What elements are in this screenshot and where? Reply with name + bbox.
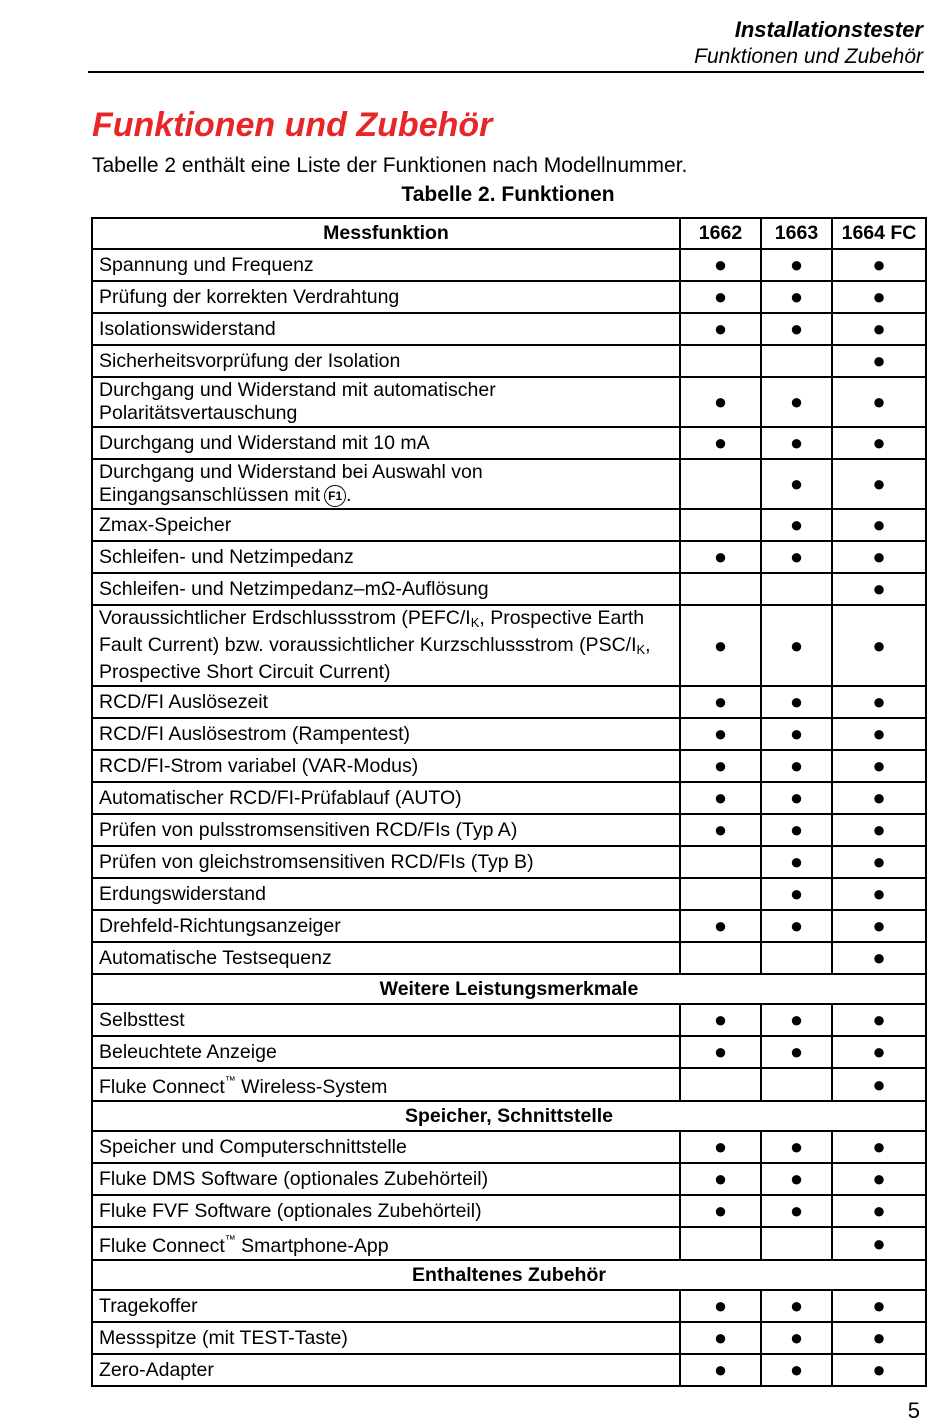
feature-label: Wireless-System	[235, 1076, 388, 1098]
empty-cell	[680, 878, 761, 910]
empty-cell	[680, 942, 761, 974]
feature-available-dot: ●	[761, 750, 832, 782]
feature-name	[92, 750, 680, 782]
trademark-symbol: ™	[224, 1234, 236, 1246]
empty-cell	[761, 942, 832, 974]
feature-available-dot: ●	[761, 377, 832, 427]
feature-available-dot: ●	[680, 718, 761, 750]
table-row	[92, 1195, 926, 1227]
trademark-symbol: ™	[224, 1075, 236, 1087]
feature-available-dot: ●	[680, 814, 761, 846]
table-group-row	[92, 1101, 926, 1131]
table-row	[92, 427, 926, 459]
feature-available-dot: ●	[832, 1290, 926, 1322]
feature-label: Voraussichtlicher Erdschlussstrom (PEFC/I	[99, 607, 471, 629]
feature-available-dot: ●	[680, 249, 761, 281]
feature-available-dot: ●	[832, 573, 926, 605]
feature-available-dot: ●	[832, 686, 926, 718]
table-row	[92, 1354, 926, 1386]
table-body	[92, 249, 926, 1386]
feature-available-dot: ●	[832, 1004, 926, 1036]
feature-available-dot: ●	[832, 281, 926, 313]
feature-label: Selbsttest	[99, 1008, 185, 1031]
table-row	[92, 459, 926, 509]
feature-available-dot: ●	[832, 942, 926, 974]
feature-available-dot: ●	[761, 1131, 832, 1163]
column-header: Messfunktion	[92, 218, 680, 249]
header-rule	[88, 71, 924, 73]
feature-name	[92, 942, 680, 974]
table-row	[92, 814, 926, 846]
running-header-subtitle: Funktionen und Zubehör	[694, 45, 923, 68]
feature-label: Schleifen- und Netzimpedanz–mΩ-Auflösung	[99, 577, 489, 600]
feature-label: Fluke DMS Software (optionales Zubehörteil)	[99, 1167, 489, 1190]
feature-label: Tragekoffer	[99, 1294, 198, 1317]
feature-available-dot: ●	[761, 1004, 832, 1036]
feature-available-dot: ●	[832, 249, 926, 281]
feature-available-dot: ●	[832, 1036, 926, 1068]
empty-cell	[680, 846, 761, 878]
table-row	[92, 1227, 926, 1260]
feature-name	[92, 1354, 680, 1386]
feature-label: Sicherheitsvorprüfung der Isolation	[99, 349, 401, 372]
feature-available-dot: ●	[680, 910, 761, 942]
feature-label: Isolationswiderstand	[99, 317, 276, 340]
feature-available-dot: ●	[761, 281, 832, 313]
table-group-row	[92, 974, 926, 1004]
feature-available-dot: ●	[761, 1163, 832, 1195]
table-group-row	[92, 1260, 926, 1290]
feature-available-dot: ●	[761, 509, 832, 541]
feature-name	[92, 846, 680, 878]
table-row	[92, 1290, 926, 1322]
feature-label: Durchgang und Widerstand bei Auswahl von Eingangsanschlüssen mit	[99, 461, 483, 506]
feature-available-dot: ●	[680, 1036, 761, 1068]
feature-available-dot: ●	[680, 281, 761, 313]
feature-name	[92, 377, 680, 427]
feature-label: RCD/FI Auslösezeit	[99, 690, 269, 713]
feature-label: Speicher und Computerschnittstelle	[99, 1135, 407, 1158]
feature-available-dot: ●	[761, 878, 832, 910]
group-heading: Enthaltenes Zubehör	[92, 1260, 926, 1290]
feature-name	[92, 605, 680, 686]
feature-available-dot: ●	[832, 1227, 926, 1260]
empty-cell	[761, 1068, 832, 1101]
feature-name	[92, 814, 680, 846]
f1-key-icon: F1	[324, 485, 346, 507]
table-row	[92, 910, 926, 942]
feature-available-dot: ●	[832, 313, 926, 345]
feature-label: , Prospective Short Circuit Current)	[99, 634, 651, 683]
feature-available-dot: ●	[761, 605, 832, 686]
feature-label: Drehfeld-Richtungsanzeiger	[99, 914, 341, 937]
feature-label: , Prospective Earth Fault Current) bzw. voraussichtlicher Kurzschlussstrom (PSC/I	[99, 607, 645, 656]
empty-cell	[680, 1227, 761, 1260]
feature-label: Zero-Adapter	[99, 1358, 214, 1381]
feature-label: Automatische Testsequenz	[99, 946, 332, 969]
feature-available-dot: ●	[832, 750, 926, 782]
feature-available-dot: ●	[832, 1354, 926, 1386]
feature-available-dot: ●	[761, 459, 832, 509]
feature-available-dot: ●	[680, 1322, 761, 1354]
table-row	[92, 1004, 926, 1036]
table-row	[92, 1131, 926, 1163]
feature-available-dot: ●	[680, 1290, 761, 1322]
feature-label: Prüfen von pulsstromsensitiven RCD/FIs (Typ A)	[99, 818, 518, 841]
feature-label: RCD/FI-Strom variabel (VAR-Modus)	[99, 754, 419, 777]
feature-available-dot: ●	[761, 249, 832, 281]
feature-available-dot: ●	[832, 718, 926, 750]
table-row	[92, 718, 926, 750]
feature-available-dot: ●	[680, 1354, 761, 1386]
subscript: K	[636, 642, 646, 657]
feature-name	[92, 459, 680, 509]
feature-available-dot: ●	[680, 1195, 761, 1227]
feature-available-dot: ●	[761, 427, 832, 459]
feature-available-dot: ●	[832, 345, 926, 377]
table-row	[92, 878, 926, 910]
table-row	[92, 509, 926, 541]
feature-available-dot: ●	[680, 541, 761, 573]
feature-available-dot: ●	[832, 427, 926, 459]
feature-name	[92, 1227, 680, 1260]
feature-name	[92, 686, 680, 718]
feature-label: Schleifen- und Netzimpedanz	[99, 545, 354, 568]
table-row	[92, 313, 926, 345]
column-header: 1662	[680, 218, 761, 249]
feature-label: Fluke Connect	[99, 1235, 225, 1257]
feature-label: Fluke FVF Software (optionales Zubehörteil)	[99, 1199, 482, 1222]
table-row	[92, 541, 926, 573]
table-row	[92, 377, 926, 427]
table-row	[92, 686, 926, 718]
feature-available-dot: ●	[761, 541, 832, 573]
feature-name	[92, 427, 680, 459]
table-row	[92, 750, 926, 782]
feature-available-dot: ●	[832, 878, 926, 910]
group-heading: Weitere Leistungsmerkmale	[92, 974, 926, 1004]
column-header: 1664 FC	[832, 218, 926, 249]
empty-cell	[680, 1068, 761, 1101]
feature-label: Smartphone-App	[235, 1235, 389, 1257]
feature-name	[92, 878, 680, 910]
feature-name	[92, 281, 680, 313]
feature-label: Prüfen von gleichstromsensitiven RCD/FIs (Typ B)	[99, 850, 534, 873]
section-title: Funktionen und Zubehör	[92, 106, 493, 144]
feature-available-dot: ●	[680, 313, 761, 345]
feature-available-dot: ●	[680, 782, 761, 814]
feature-label: Erdungswiderstand	[99, 882, 266, 905]
feature-label: Beleuchtete Anzeige	[99, 1040, 277, 1063]
table-row	[92, 1163, 926, 1195]
features-table	[91, 217, 927, 1387]
intro-text: Tabelle 2 enthält eine Liste der Funktionen nach Modellnummer.	[92, 154, 688, 177]
feature-name	[92, 509, 680, 541]
feature-name	[92, 345, 680, 377]
feature-name	[92, 1322, 680, 1354]
table-row	[92, 249, 926, 281]
feature-available-dot: ●	[832, 1163, 926, 1195]
table-row	[92, 281, 926, 313]
feature-available-dot: ●	[680, 1163, 761, 1195]
feature-available-dot: ●	[680, 1004, 761, 1036]
feature-label: Durchgang und Widerstand mit 10 mA	[99, 431, 430, 454]
feature-name	[92, 1131, 680, 1163]
feature-available-dot: ●	[761, 686, 832, 718]
feature-available-dot: ●	[761, 910, 832, 942]
feature-name	[92, 1290, 680, 1322]
feature-available-dot: ●	[761, 718, 832, 750]
empty-cell	[680, 459, 761, 509]
feature-available-dot: ●	[832, 1131, 926, 1163]
table-row	[92, 942, 926, 974]
feature-available-dot: ●	[761, 782, 832, 814]
empty-cell	[761, 1227, 832, 1260]
feature-available-dot: ●	[761, 1290, 832, 1322]
table-row	[92, 573, 926, 605]
table-row	[92, 605, 926, 686]
feature-available-dot: ●	[832, 541, 926, 573]
feature-available-dot: ●	[680, 1131, 761, 1163]
subscript: K	[470, 615, 480, 630]
table-row	[92, 1322, 926, 1354]
feature-available-dot: ●	[832, 1068, 926, 1101]
feature-available-dot: ●	[761, 1195, 832, 1227]
feature-label: Zmax-Speicher	[99, 513, 232, 536]
table-row	[92, 782, 926, 814]
page-number: 5	[907, 1398, 920, 1423]
table-row	[92, 345, 926, 377]
feature-name	[92, 249, 680, 281]
table-row	[92, 1068, 926, 1101]
feature-available-dot: ●	[832, 814, 926, 846]
table-row	[92, 846, 926, 878]
running-header-title: Installationstester	[734, 17, 923, 42]
empty-cell	[680, 345, 761, 377]
feature-available-dot: ●	[761, 313, 832, 345]
feature-label: .	[346, 484, 352, 506]
feature-name	[92, 1004, 680, 1036]
feature-available-dot: ●	[832, 846, 926, 878]
feature-available-dot: ●	[680, 686, 761, 718]
feature-available-dot: ●	[832, 377, 926, 427]
feature-name	[92, 1036, 680, 1068]
feature-available-dot: ●	[680, 377, 761, 427]
feature-available-dot: ●	[761, 814, 832, 846]
feature-name	[92, 718, 680, 750]
table-header-row	[92, 218, 926, 249]
feature-available-dot: ●	[832, 1322, 926, 1354]
feature-label: Prüfung der korrekten Verdrahtung	[99, 285, 400, 308]
feature-label: Fluke Connect	[99, 1076, 225, 1098]
group-heading: Speicher, Schnittstelle	[92, 1101, 926, 1131]
feature-available-dot: ●	[680, 605, 761, 686]
feature-available-dot: ●	[832, 509, 926, 541]
feature-available-dot: ●	[832, 910, 926, 942]
table-caption: Tabelle 2. Funktionen	[401, 183, 615, 206]
feature-available-dot: ●	[832, 605, 926, 686]
feature-available-dot: ●	[832, 782, 926, 814]
empty-cell	[680, 573, 761, 605]
feature-label: RCD/FI Auslösestrom (Rampentest)	[99, 722, 411, 745]
feature-available-dot: ●	[761, 1036, 832, 1068]
feature-available-dot: ●	[832, 1195, 926, 1227]
feature-name	[92, 910, 680, 942]
feature-name	[92, 313, 680, 345]
feature-name	[92, 782, 680, 814]
feature-label: Spannung und Frequenz	[99, 253, 314, 276]
empty-cell	[761, 573, 832, 605]
feature-available-dot: ●	[680, 427, 761, 459]
feature-name	[92, 541, 680, 573]
empty-cell	[680, 509, 761, 541]
feature-available-dot: ●	[680, 750, 761, 782]
feature-label: Messspitze (mit TEST-Taste)	[99, 1326, 348, 1349]
column-header: 1663	[761, 218, 832, 249]
feature-available-dot: ●	[761, 1354, 832, 1386]
feature-label: Durchgang und Widerstand mit automatischer Polaritätsvertauschung	[99, 379, 496, 424]
feature-name	[92, 573, 680, 605]
feature-name	[92, 1195, 680, 1227]
feature-available-dot: ●	[832, 459, 926, 509]
feature-label: Automatischer RCD/FI-Prüfablauf (AUTO)	[99, 786, 462, 809]
table-row	[92, 1036, 926, 1068]
feature-name	[92, 1163, 680, 1195]
empty-cell	[761, 345, 832, 377]
feature-available-dot: ●	[761, 846, 832, 878]
feature-name	[92, 1068, 680, 1101]
feature-available-dot: ●	[761, 1322, 832, 1354]
